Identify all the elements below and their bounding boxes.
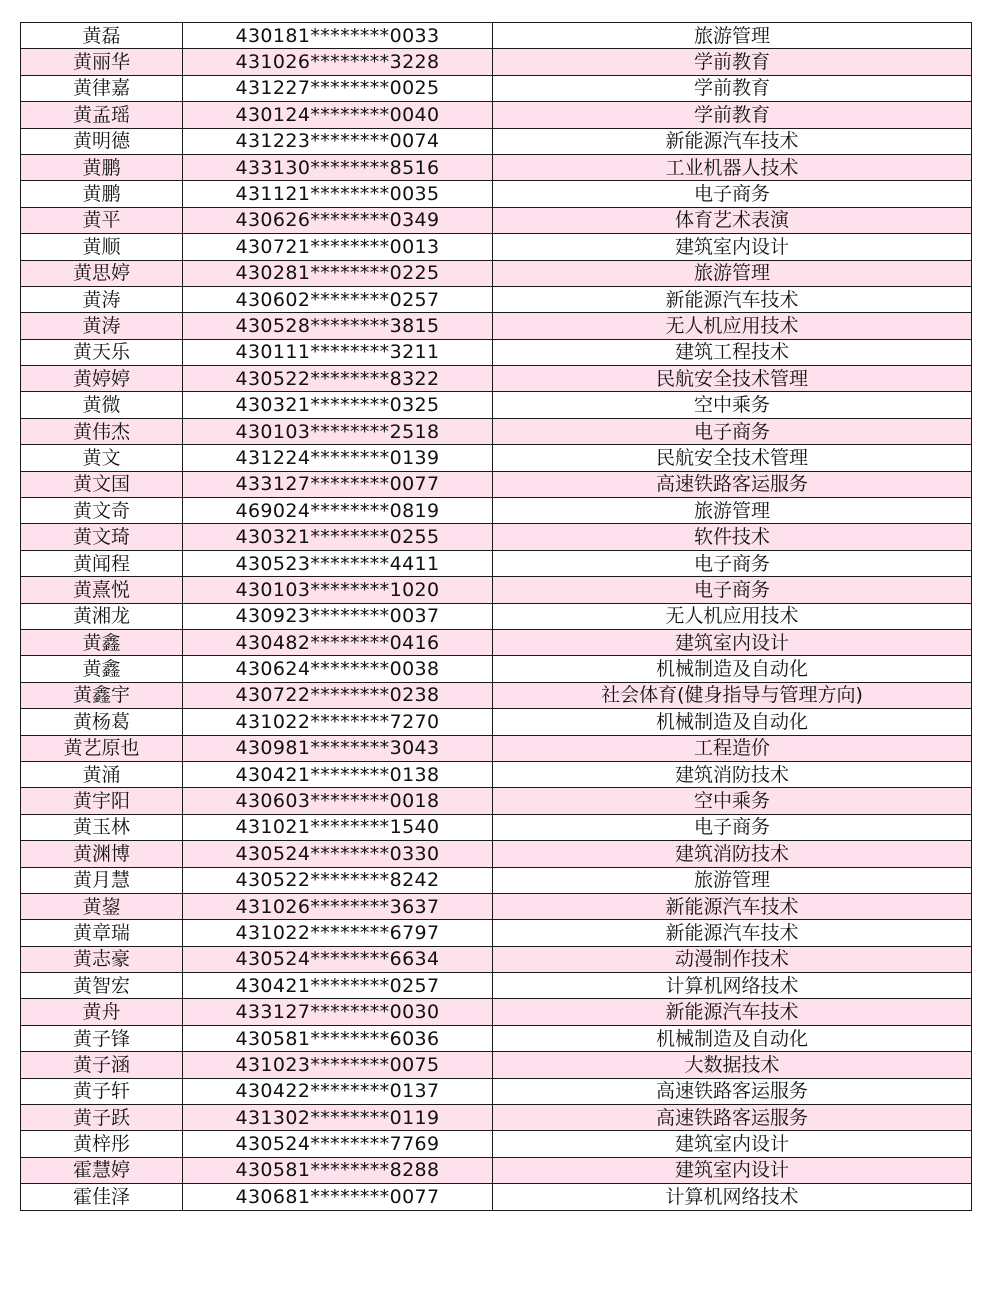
table-row xyxy=(21,550,972,576)
student-name-cell: 黄涛 xyxy=(21,313,183,339)
id-number-cell: 430981********3043 xyxy=(183,735,493,761)
major-cell: 学前教育 xyxy=(493,49,972,75)
id-number-cell: 431026********3637 xyxy=(183,893,493,919)
table-row xyxy=(21,471,972,497)
student-name-cell: 黄子锋 xyxy=(21,1025,183,1051)
id-number-cell: 431022********7270 xyxy=(183,709,493,735)
major-cell: 旅游管理 xyxy=(493,498,972,524)
id-number-cell: 469024********0819 xyxy=(183,498,493,524)
id-number-cell: 430181********0033 xyxy=(183,23,493,49)
id-number-cell: 430624********0038 xyxy=(183,656,493,682)
table-row xyxy=(21,339,972,365)
student-name-cell: 黄闻程 xyxy=(21,550,183,576)
major-cell: 社会体育(健身指导与管理方向) xyxy=(493,682,972,708)
table-row xyxy=(21,498,972,524)
table-row xyxy=(21,603,972,629)
id-number-cell: 430422********0137 xyxy=(183,1078,493,1104)
student-name-cell: 黄宇阳 xyxy=(21,788,183,814)
table-row xyxy=(21,1131,972,1157)
major-cell: 高速铁路客运服务 xyxy=(493,471,972,497)
major-cell: 高速铁路客运服务 xyxy=(493,1078,972,1104)
table-row xyxy=(21,788,972,814)
id-number-cell: 430111********3211 xyxy=(183,339,493,365)
table-row xyxy=(21,102,972,128)
id-number-cell: 431023********0075 xyxy=(183,1052,493,1078)
student-roster-table xyxy=(20,22,972,1211)
student-name-cell: 黄玉林 xyxy=(21,814,183,840)
table-row xyxy=(21,1157,972,1183)
major-cell: 电子商务 xyxy=(493,418,972,444)
major-cell: 建筑消防技术 xyxy=(493,841,972,867)
major-cell: 空中乘务 xyxy=(493,788,972,814)
major-cell: 新能源汽车技术 xyxy=(493,128,972,154)
student-name-cell: 黄子涵 xyxy=(21,1052,183,1078)
table-row xyxy=(21,920,972,946)
table-row xyxy=(21,181,972,207)
student-name-cell: 黄鑫 xyxy=(21,629,183,655)
id-number-cell: 431227********0025 xyxy=(183,75,493,101)
id-number-cell: 430923********0037 xyxy=(183,603,493,629)
student-name-cell: 黄顺 xyxy=(21,234,183,260)
student-name-cell: 黄文国 xyxy=(21,471,183,497)
student-name-cell: 黄涛 xyxy=(21,286,183,312)
student-name-cell: 黄孟瑶 xyxy=(21,102,183,128)
table-row xyxy=(21,709,972,735)
table-row xyxy=(21,524,972,550)
id-number-cell: 431022********6797 xyxy=(183,920,493,946)
id-number-cell: 431302********0119 xyxy=(183,1105,493,1131)
major-cell: 无人机应用技术 xyxy=(493,603,972,629)
student-name-cell: 黄艺原也 xyxy=(21,735,183,761)
major-cell: 软件技术 xyxy=(493,524,972,550)
id-number-cell: 430523********4411 xyxy=(183,550,493,576)
table-row xyxy=(21,682,972,708)
table-row xyxy=(21,1105,972,1131)
id-number-cell: 430321********0255 xyxy=(183,524,493,550)
id-number-cell: 430721********0013 xyxy=(183,234,493,260)
id-number-cell: 430103********2518 xyxy=(183,418,493,444)
table-row xyxy=(21,418,972,444)
student-name-cell: 黄鹏 xyxy=(21,154,183,180)
id-number-cell: 430528********3815 xyxy=(183,313,493,339)
major-cell: 大数据技术 xyxy=(493,1052,972,1078)
student-name-cell: 黄涌 xyxy=(21,761,183,787)
id-number-cell: 430626********0349 xyxy=(183,207,493,233)
table-row xyxy=(21,207,972,233)
student-name-cell: 黄明德 xyxy=(21,128,183,154)
major-cell: 学前教育 xyxy=(493,102,972,128)
student-name-cell: 黄思婷 xyxy=(21,260,183,286)
major-cell: 旅游管理 xyxy=(493,23,972,49)
id-number-cell: 433130********8516 xyxy=(183,154,493,180)
id-number-cell: 431223********0074 xyxy=(183,128,493,154)
student-name-cell: 黄梓彤 xyxy=(21,1131,183,1157)
major-cell: 建筑室内设计 xyxy=(493,234,972,260)
table-row xyxy=(21,841,972,867)
id-number-cell: 430321********0325 xyxy=(183,392,493,418)
id-number-cell: 430581********6036 xyxy=(183,1025,493,1051)
id-number-cell: 430522********8322 xyxy=(183,366,493,392)
major-cell: 工程造价 xyxy=(493,735,972,761)
table-row xyxy=(21,867,972,893)
major-cell: 机械制造及自动化 xyxy=(493,656,972,682)
table-row xyxy=(21,366,972,392)
student-name-cell: 黄微 xyxy=(21,392,183,418)
major-cell: 新能源汽车技术 xyxy=(493,999,972,1025)
major-cell: 电子商务 xyxy=(493,814,972,840)
major-cell: 机械制造及自动化 xyxy=(493,709,972,735)
table-row xyxy=(21,75,972,101)
table-row xyxy=(21,445,972,471)
student-name-cell: 黄湘龙 xyxy=(21,603,183,629)
major-cell: 新能源汽车技术 xyxy=(493,893,972,919)
student-name-cell: 霍佳泽 xyxy=(21,1184,183,1210)
student-name-cell: 黄鋆 xyxy=(21,893,183,919)
table-row xyxy=(21,1078,972,1104)
student-name-cell: 黄文 xyxy=(21,445,183,471)
id-number-cell: 430482********0416 xyxy=(183,629,493,655)
table-row xyxy=(21,128,972,154)
table-row xyxy=(21,23,972,49)
major-cell: 计算机网络技术 xyxy=(493,1184,972,1210)
student-name-cell: 黄文琦 xyxy=(21,524,183,550)
major-cell: 体育艺术表演 xyxy=(493,207,972,233)
major-cell: 建筑室内设计 xyxy=(493,629,972,655)
student-name-cell: 黄律嘉 xyxy=(21,75,183,101)
student-name-cell: 黄志豪 xyxy=(21,946,183,972)
table-row xyxy=(21,629,972,655)
student-name-cell: 黄月慧 xyxy=(21,867,183,893)
table-row xyxy=(21,656,972,682)
major-cell: 高速铁路客运服务 xyxy=(493,1105,972,1131)
student-name-cell: 黄鹏 xyxy=(21,181,183,207)
table-row xyxy=(21,313,972,339)
roster-body xyxy=(21,23,972,1211)
id-number-cell: 431026********3228 xyxy=(183,49,493,75)
table-row xyxy=(21,154,972,180)
student-name-cell: 黄平 xyxy=(21,207,183,233)
table-row xyxy=(21,973,972,999)
major-cell: 民航安全技术管理 xyxy=(493,445,972,471)
table-row xyxy=(21,761,972,787)
major-cell: 建筑室内设计 xyxy=(493,1157,972,1183)
id-number-cell: 433127********0030 xyxy=(183,999,493,1025)
table-row xyxy=(21,1184,972,1210)
id-number-cell: 430524********6634 xyxy=(183,946,493,972)
id-number-cell: 433127********0077 xyxy=(183,471,493,497)
student-name-cell: 黄子轩 xyxy=(21,1078,183,1104)
student-name-cell: 黄智宏 xyxy=(21,973,183,999)
id-number-cell: 430524********7769 xyxy=(183,1131,493,1157)
id-number-cell: 430524********0330 xyxy=(183,841,493,867)
table-row xyxy=(21,286,972,312)
table-row xyxy=(21,1025,972,1051)
id-number-cell: 431224********0139 xyxy=(183,445,493,471)
student-name-cell: 黄熹悦 xyxy=(21,577,183,603)
major-cell: 新能源汽车技术 xyxy=(493,920,972,946)
table-row xyxy=(21,893,972,919)
student-name-cell: 黄渊博 xyxy=(21,841,183,867)
id-number-cell: 430281********0225 xyxy=(183,260,493,286)
table-row xyxy=(21,260,972,286)
major-cell: 电子商务 xyxy=(493,181,972,207)
id-number-cell: 431121********0035 xyxy=(183,181,493,207)
student-name-cell: 黄杨葛 xyxy=(21,709,183,735)
student-name-cell: 黄天乐 xyxy=(21,339,183,365)
student-name-cell: 黄子跃 xyxy=(21,1105,183,1131)
student-name-cell: 黄章瑞 xyxy=(21,920,183,946)
major-cell: 民航安全技术管理 xyxy=(493,366,972,392)
student-name-cell: 黄文奇 xyxy=(21,498,183,524)
table-row xyxy=(21,234,972,260)
student-name-cell: 黄舟 xyxy=(21,999,183,1025)
id-number-cell: 430581********8288 xyxy=(183,1157,493,1183)
major-cell: 建筑室内设计 xyxy=(493,1131,972,1157)
id-number-cell: 431021********1540 xyxy=(183,814,493,840)
table-row xyxy=(21,577,972,603)
id-number-cell: 430681********0077 xyxy=(183,1184,493,1210)
id-number-cell: 430722********0238 xyxy=(183,682,493,708)
major-cell: 机械制造及自动化 xyxy=(493,1025,972,1051)
major-cell: 工业机器人技术 xyxy=(493,154,972,180)
table-row xyxy=(21,392,972,418)
table-row xyxy=(21,1052,972,1078)
major-cell: 旅游管理 xyxy=(493,260,972,286)
major-cell: 无人机应用技术 xyxy=(493,313,972,339)
student-name-cell: 黄伟杰 xyxy=(21,418,183,444)
id-number-cell: 430103********1020 xyxy=(183,577,493,603)
table-row xyxy=(21,946,972,972)
major-cell: 新能源汽车技术 xyxy=(493,286,972,312)
id-number-cell: 430522********8242 xyxy=(183,867,493,893)
major-cell: 旅游管理 xyxy=(493,867,972,893)
major-cell: 建筑消防技术 xyxy=(493,761,972,787)
table-row xyxy=(21,814,972,840)
major-cell: 计算机网络技术 xyxy=(493,973,972,999)
major-cell: 学前教育 xyxy=(493,75,972,101)
id-number-cell: 430602********0257 xyxy=(183,286,493,312)
id-number-cell: 430421********0257 xyxy=(183,973,493,999)
student-name-cell: 黄婷婷 xyxy=(21,366,183,392)
student-name-cell: 黄磊 xyxy=(21,23,183,49)
student-name-cell: 黄鑫宇 xyxy=(21,682,183,708)
major-cell: 动漫制作技术 xyxy=(493,946,972,972)
student-name-cell: 黄丽华 xyxy=(21,49,183,75)
id-number-cell: 430421********0138 xyxy=(183,761,493,787)
table-row xyxy=(21,999,972,1025)
student-name-cell: 黄鑫 xyxy=(21,656,183,682)
major-cell: 电子商务 xyxy=(493,577,972,603)
id-number-cell: 430124********0040 xyxy=(183,102,493,128)
major-cell: 电子商务 xyxy=(493,550,972,576)
major-cell: 空中乘务 xyxy=(493,392,972,418)
id-number-cell: 430603********0018 xyxy=(183,788,493,814)
table-row xyxy=(21,735,972,761)
student-name-cell: 霍慧婷 xyxy=(21,1157,183,1183)
table-row xyxy=(21,49,972,75)
major-cell: 建筑工程技术 xyxy=(493,339,972,365)
